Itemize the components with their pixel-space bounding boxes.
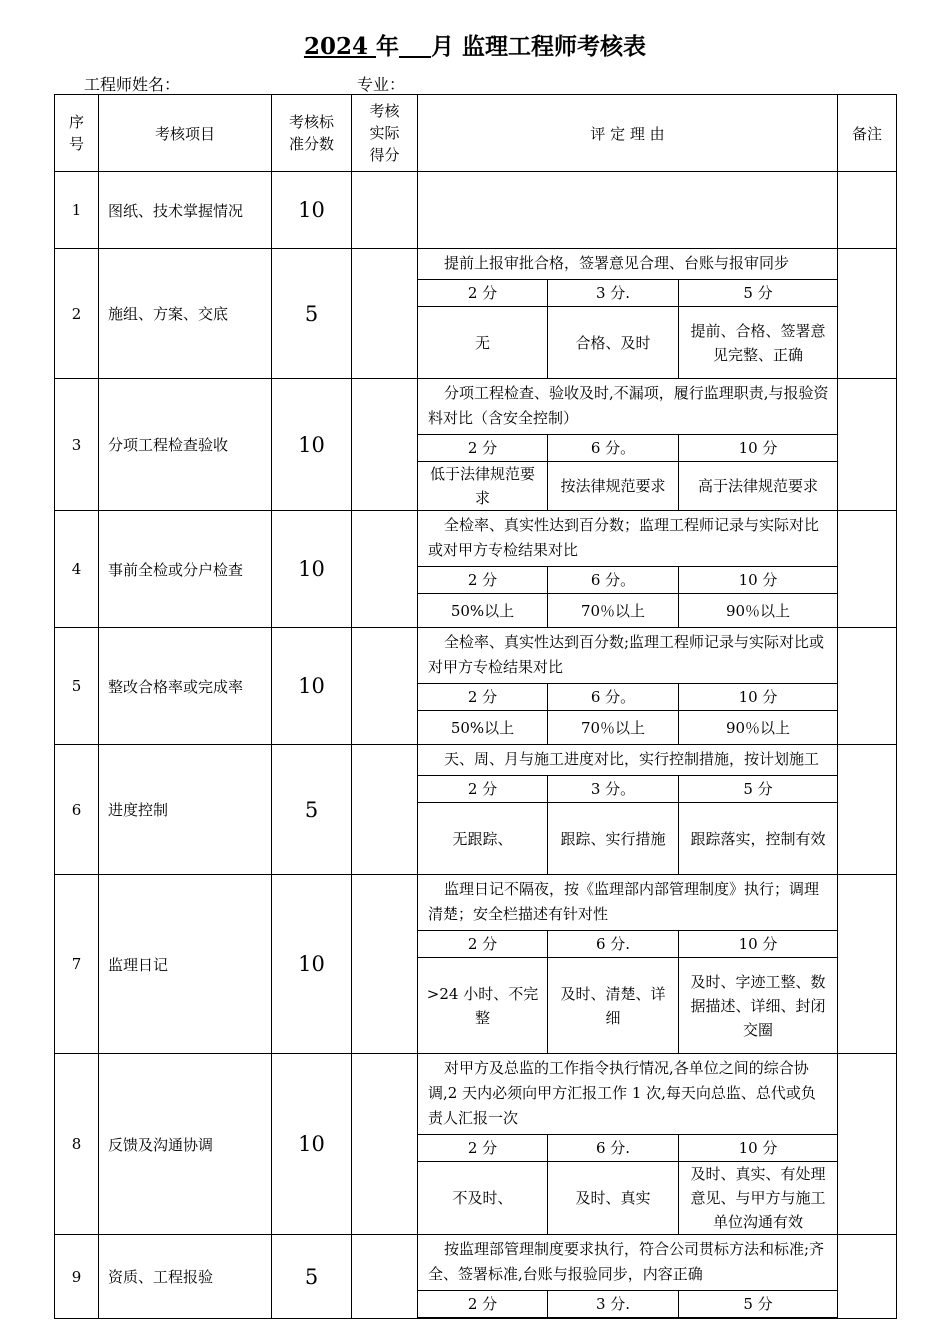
header-item: 考核项目 [99,95,272,172]
points-cell: 10 分 [738,935,778,953]
row-actual-score[interactable] [352,1235,418,1319]
criteria-description: 全检率、真实性达到百分数；监理工程师记录与实际对比或对甲方专检结果对比 [418,511,837,567]
points-cell: 2 分 [418,931,548,957]
points-cell: 6 分。 [548,684,679,710]
row-reason [418,511,838,628]
level-cell: 及时、清楚、详 细 [548,958,679,1053]
points-cell: 5 分 [743,1295,773,1313]
title-year-suffix: 年 [375,33,399,60]
table-row [55,511,897,628]
row-item: 事前全检或分户检查 [99,511,272,628]
points-cell: 10 分 [738,688,778,706]
row-item: 反馈及沟通协调 [99,1054,272,1235]
row-standard-score: 10 [272,875,352,1054]
row-standard-score: 10 [272,628,352,745]
row-actual-score[interactable] [352,511,418,628]
row-seq: 4 [55,511,99,628]
points-cell: 6 分. [548,931,679,957]
table-row [55,1235,897,1319]
level-cell: 90％以上 [725,601,791,620]
row-seq: 7 [55,875,99,1054]
row-seq: 6 [55,745,99,875]
points-cell: 2 分 [418,684,548,710]
header-remark: 备注 [838,95,897,172]
points-cell: 3 分. [548,1291,679,1317]
row-seq: 9 [55,1235,99,1319]
row-item: 资质、工程报验 [99,1235,272,1319]
points-cell: 5 分 [743,284,773,302]
level-cell: 不及时、 [418,1162,548,1234]
row-seq: 1 [55,172,99,249]
row-standard-score: 5 [272,745,352,875]
points-cell: 10 分 [738,571,778,589]
row-actual-score[interactable] [352,172,418,249]
row-item: 图纸、技术掌握情况 [99,172,272,249]
row-actual-score[interactable] [352,249,418,379]
level-cell: 跟踪、实行措施 [548,803,679,874]
criteria-description: 监理日记不隔夜，按《监理部内部管理制度》执行；调理清楚；安全栏描述有针对性 [418,875,837,931]
row-actual-score[interactable] [352,745,418,875]
table-row [55,1054,897,1235]
table-row [55,628,897,745]
title-year: 2024 [303,33,376,60]
row-standard-score: 5 [272,1235,352,1319]
level-cell: 低于法律规范要求 [418,462,548,510]
row-standard-score: 5 [272,249,352,379]
level-cell: 90％以上 [725,718,791,737]
points-cell: 3 分. [548,280,679,306]
header-standard: 考核标 准分数 [272,95,352,172]
level-cell: 跟踪落实，控制有效 [690,829,826,848]
page-title [0,28,950,61]
table-row [55,172,897,249]
level-cell: 合格、及时 [548,307,679,378]
engineer-name-label: 工程师姓名： [84,75,181,94]
points-cell: 10 分 [738,439,778,457]
row-seq: 5 [55,628,99,745]
row-item: 监理日记 [99,875,272,1054]
points-cell: 2 分 [418,435,548,461]
row-seq: 2 [55,249,99,379]
row-item: 进度控制 [99,745,272,875]
criteria-description: 全检率、真实性达到百分数;监理工程师记录与实际对比或对甲方专检结果对比 [418,628,837,684]
row-standard-score: 10 [272,511,352,628]
points-cell: 10 分 [738,1139,778,1157]
title-rest: 月 监理工程师考核表 [431,33,647,60]
row-item: 分项工程检查验收 [99,379,272,511]
row-remark [838,745,897,875]
row-remark [838,628,897,745]
table-row [55,745,897,875]
row-reason [418,745,838,875]
level-cell: 及时、真实、有处理意见、与甲方与施工单位沟通有效 [690,1165,826,1231]
points-cell: 2 分 [418,567,548,593]
points-cell: 6 分。 [548,435,679,461]
points-cell: 6 分。 [548,567,679,593]
row-standard-score: 10 [272,172,352,249]
level-cell: 及时、字迹工整、数据描述、详细、封闭 交圈 [690,972,826,1039]
header-actual: 考核 实际 得分 [352,95,418,172]
row-actual-score[interactable] [352,628,418,745]
row-actual-score[interactable] [352,1054,418,1235]
points-cell: 2 分 [418,1135,548,1161]
row-reason [418,1235,838,1319]
row-remark [838,511,897,628]
points-cell: 2 分 [418,280,548,306]
row-remark [838,249,897,379]
row-item: 施组、方案、交底 [99,249,272,379]
row-actual-score[interactable] [352,875,418,1054]
criteria-description: 提前上报审批合格，签署意见合理、台账与报审同步 [418,249,837,280]
points-cell: 3 分。 [548,776,679,802]
specialty-label: 专业： [357,75,406,94]
level-cell: 高于法律规范要求 [697,477,818,495]
title-month-blank [399,33,431,60]
row-reason [418,628,838,745]
header-seq: 序 号 [55,95,99,172]
level-cell: 提前、合格、签署意见完整、正确 [690,321,826,364]
criteria-description: 按监理部管理制度要求执行，符合公司贯标方法和标准;齐全、签署标准,台账与报验同步，内容正确 [418,1235,837,1291]
row-remark [838,1054,897,1235]
row-remark [838,875,897,1054]
row-standard-score: 10 [272,379,352,511]
level-cell: 无 [418,307,548,378]
row-reason [418,875,838,1054]
row-actual-score[interactable] [352,379,418,511]
points-cell: 2 分 [418,1291,548,1317]
level-cell: 70％以上 [548,594,679,627]
level-cell: 无跟踪、 [418,803,548,874]
criteria-description: 天、周、月与施工进度对比，实行控制措施，按计划施工 [418,745,837,776]
row-reason [418,249,838,379]
table-row [55,379,897,511]
level-cell: 50%以上 [418,711,548,744]
points-cell: 6 分. [548,1135,679,1161]
row-seq: 8 [55,1054,99,1235]
assessment-table [54,94,897,1319]
row-standard-score: 10 [272,1054,352,1235]
row-remark [838,379,897,511]
criteria-description: 分项工程检查、验收及时,不漏项，履行监理职责,与报验资料对比（含安全控制） [418,379,837,435]
level-cell: 及时、真实 [548,1162,679,1234]
header-reason: 评 定 理 由 [418,95,838,172]
header-row [55,95,897,172]
criteria-description: 对甲方及总监的工作指令执行情况,各单位之间的综合协调,2 天内必须向甲方汇报工作 1 次,每天向总监、总代或负责人汇报一次 [418,1054,837,1135]
row-reason [418,1054,838,1235]
row-item: 整改合格率或完成率 [99,628,272,745]
points-cell: 2 分 [418,776,548,802]
row-reason [418,172,838,249]
row-remark [838,1235,897,1319]
level-cell: 按法律规范要求 [548,462,679,510]
row-remark [838,172,897,249]
points-cell: 5 分 [743,780,773,798]
level-cell: >24 小时、不完 整 [418,958,548,1053]
level-cell: 50%以上 [418,594,548,627]
row-seq: 3 [55,379,99,511]
row-reason [418,379,838,511]
table-row [55,249,897,379]
table-row [55,875,897,1054]
level-cell: 70％以上 [548,711,679,744]
